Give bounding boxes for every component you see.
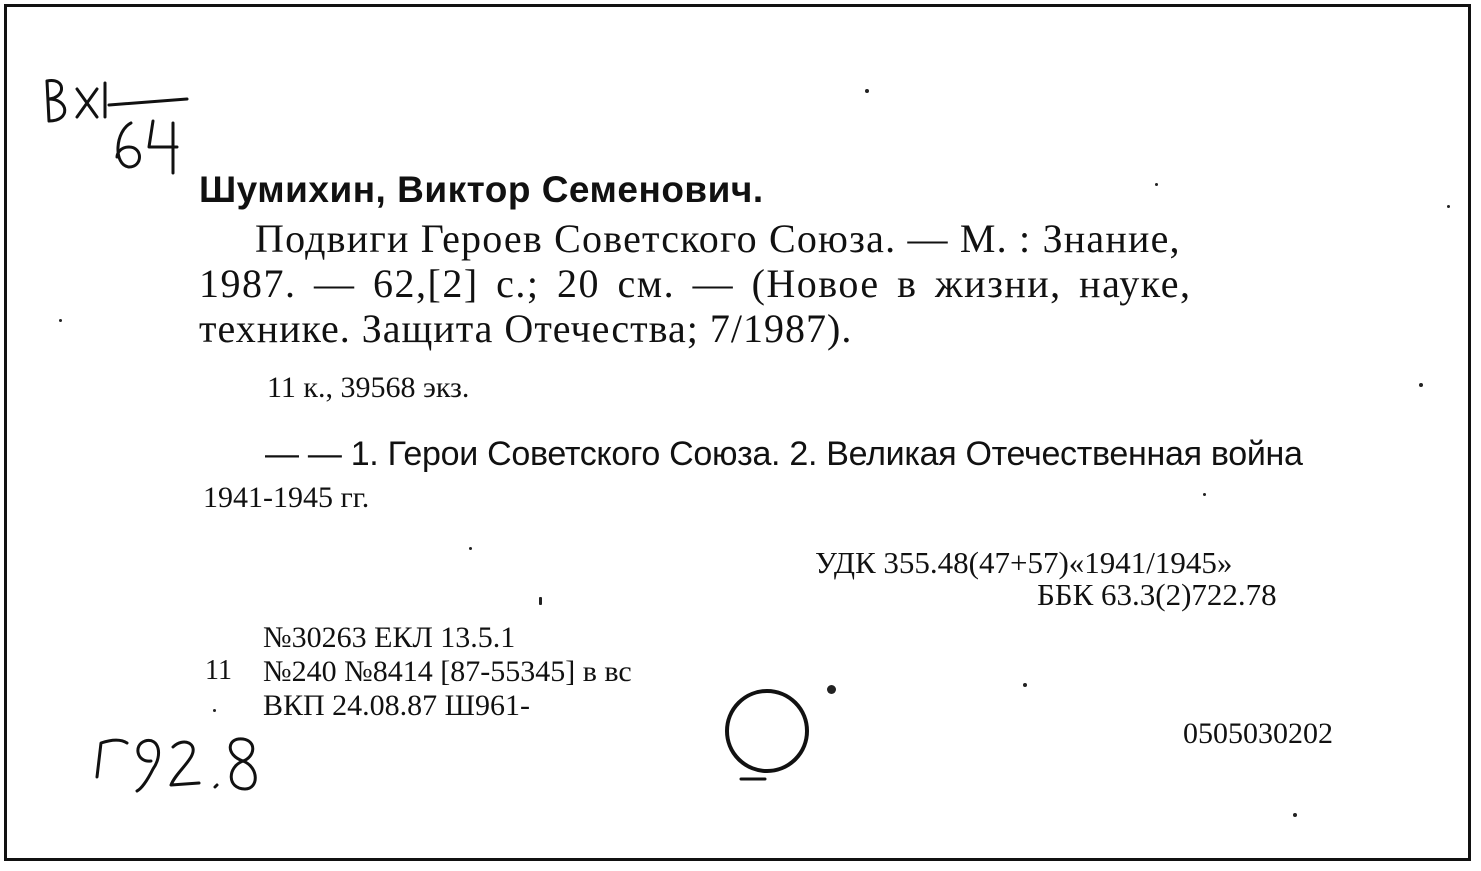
udc-index: УДК 355.48(47+57)«1941/1945»	[815, 545, 1233, 580]
speck	[827, 685, 836, 694]
speck	[213, 709, 216, 712]
catalog-card	[4, 4, 1471, 861]
author-heading: Шумихин, Виктор Семенович.	[199, 169, 764, 210]
subjects-line-1: — — 1. Герои Советского Союза. 2. Великая Отечественная война	[265, 435, 1303, 473]
order-prefix: 11	[205, 655, 232, 686]
price-copies: 11 к., 39568 экз.	[267, 371, 470, 404]
title-line-1: Подвиги Героев Советского Союза. — М. : Знание,	[255, 216, 1181, 261]
speck	[1155, 183, 1158, 186]
card-code: 0505030202	[1183, 717, 1333, 750]
subjects-line-2: 1941-1945 гг.	[203, 481, 370, 514]
speck	[469, 547, 472, 550]
speck	[1419, 383, 1423, 387]
speck	[1447, 205, 1450, 208]
title-line-3: технике. Защита Отечества; 7/1987).	[199, 306, 853, 351]
handwritten-shelfmark	[39, 69, 199, 179]
speck	[1023, 683, 1027, 687]
order-line-3: ВКП 24.08.87 Ш961-	[263, 689, 530, 722]
title-line-2: 1987. — 62,[2] с.; 20 см. — (Новое в жизни, науке,	[199, 261, 1192, 306]
speck	[59, 319, 62, 322]
speck	[865, 89, 869, 93]
handwritten-inventory-number	[87, 731, 267, 801]
speck	[1293, 813, 1297, 817]
punch-hole-circle	[717, 679, 827, 789]
bbk-index: ББК 63.3(2)722.78	[1037, 577, 1277, 612]
speck	[539, 597, 542, 605]
order-line-2: №240 №8414 [87-55345] в вс	[263, 655, 632, 688]
order-line-1: №30263 ЕКЛ 13.5.1	[263, 621, 516, 654]
speck	[1203, 493, 1206, 496]
